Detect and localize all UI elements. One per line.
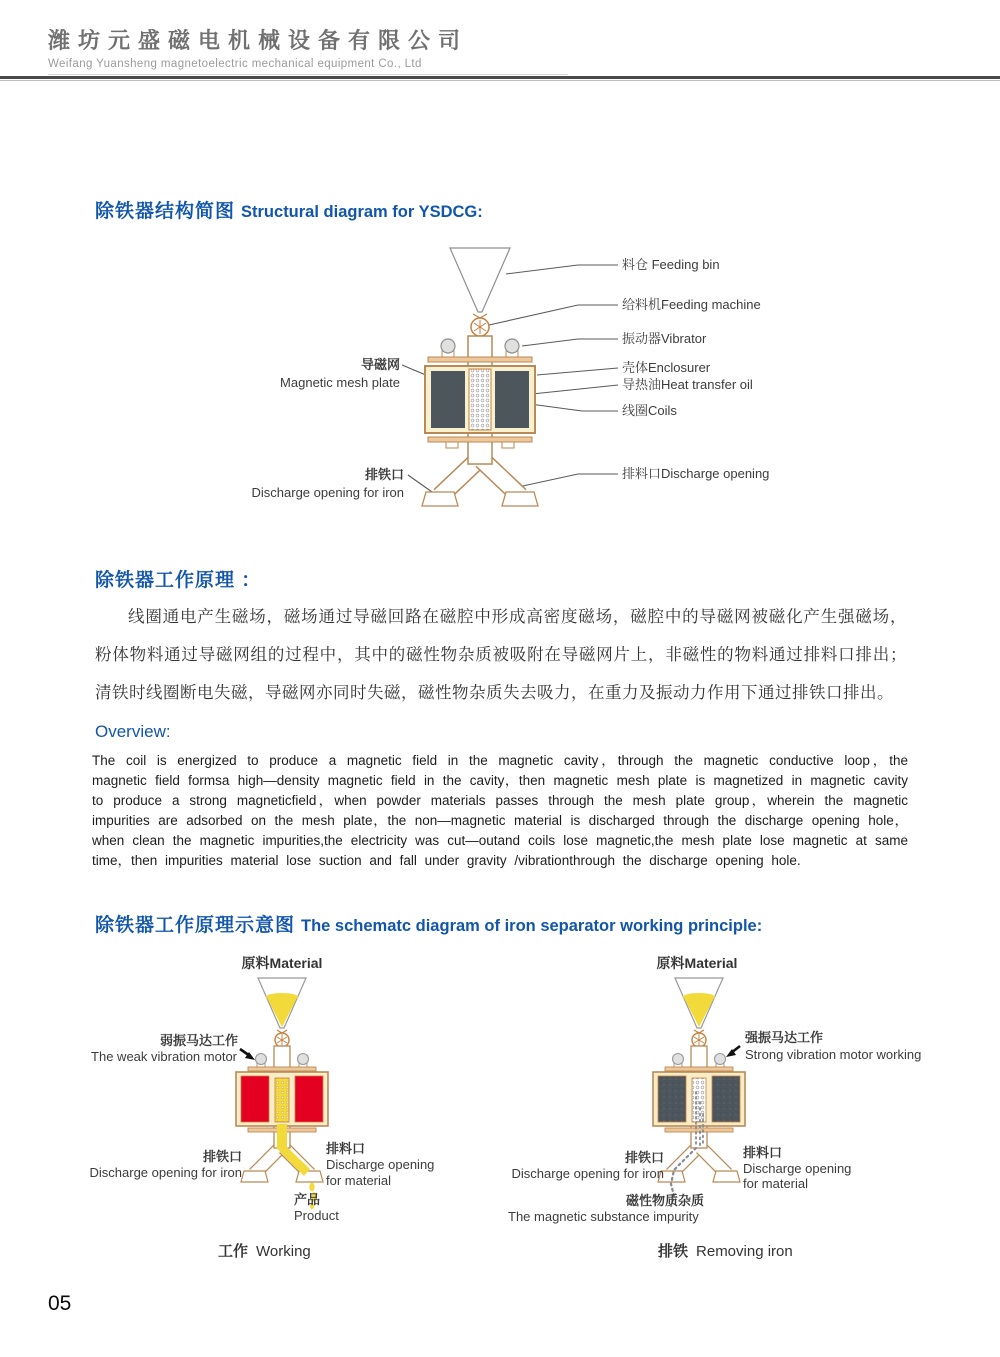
overview-title: Overview: — [95, 722, 171, 741]
label-weak-motor-cn: 弱振马达工作 — [159, 1033, 238, 1048]
label-iron-en: Discharge opening for iron — [89, 1165, 242, 1180]
label-strong-motor-cn: 强振马达工作 — [745, 1030, 824, 1045]
section3-title-en: The schematc diagram of iron separator working principle: — [301, 917, 763, 935]
vibrator-left — [441, 339, 455, 353]
label-material-opening-cn: 排料口 — [326, 1141, 366, 1156]
label-coils: 线圈Coils — [622, 403, 677, 418]
label-material-opening-en1: Discharge opening — [743, 1161, 852, 1176]
label-material-opening-en1: Discharge opening — [326, 1157, 435, 1172]
removing-iron-diagram — [500, 950, 940, 1240]
label-material: 原料Material — [241, 955, 323, 971]
coil-right-energized — [295, 1076, 323, 1122]
coil-left-energized — [241, 1076, 269, 1122]
bottom-flange — [665, 1128, 733, 1132]
section3-title-cn: 除铁器工作原理示意图 — [95, 915, 296, 936]
label-impurity-cn: 磁性物质杂质 — [626, 1193, 705, 1208]
coil-left — [431, 371, 465, 428]
vibrator-right — [505, 339, 519, 353]
magnetic-mesh-plate — [692, 1078, 706, 1122]
label-iron-cn: 排铁口 — [202, 1149, 242, 1164]
vibrator-right — [298, 1054, 309, 1065]
label-material-opening-en2: for material — [743, 1176, 809, 1191]
label-product-en: Product — [294, 1208, 339, 1223]
magnetic-mesh-plate — [275, 1078, 289, 1122]
label-vibrator: 振动器Vibrator — [622, 331, 707, 346]
page-number: 05 — [48, 1292, 72, 1315]
overview-paragraph: The coil is energized to produce a magnetic field in the magnetic cavity，through the magnetic conductive loop，the magnetic field formsa high—density magnetic field in the cavity，then magnetic mesh plate is magnetized in magnetic cavity to produce a strong magneticfield，when powder materials passes through the mesh plate group，wherein the magnetic impurities are adsorbed on the mesh plate，the non—magnetic material is discharged through the discharge opening hole，when clean the magnetic impurities,the electricity was cut—outand coils lose magnetic,the mesh plate lose magnetic at same time，then impurities material lose suction and fall under gravity /vibrationthrough the discharge opening hole. — [92, 753, 908, 868]
section3-title — [95, 910, 762, 937]
label-mesh-cn: 导磁网 — [360, 357, 400, 372]
label-feeding-bin: 料仓 Feeding bin — [622, 257, 720, 272]
page-header — [48, 24, 568, 75]
label-iron-cn: 排铁口 — [624, 1150, 664, 1165]
vibrator-right — [715, 1054, 726, 1065]
label-product-cn: 产品 — [294, 1192, 321, 1207]
pointer-arrow — [726, 1046, 740, 1057]
label-impurity-en: The magnetic substance impurity — [508, 1209, 699, 1224]
label-mesh-en: Magnetic mesh plate — [280, 375, 400, 390]
label-discharge-opening: 排料口Discharge opening — [622, 466, 770, 481]
structural-diagram — [230, 238, 790, 523]
section2-title: 除铁器工作原理 ： — [95, 570, 262, 591]
label-material: 原料Material — [656, 955, 738, 971]
label-iron-en: Discharge opening for iron — [511, 1166, 664, 1181]
label-heat-oil: 导热油Heat transfer oil — [622, 377, 753, 392]
working-principle-paragraph: 线圈通电产生磁场，磁场通过导磁回路在磁腔中形成高密度磁场，磁腔中的导磁网被磁化产生强磁场，粉体物料通过导磁网组的过程中，其中的磁性物杂质被吸附在导磁网片上，非磁性的物料通过排料口排出；清铁时线圈断电失磁，导磁网亦同时失磁，磁性物杂质失去吸力，在重力及振动力作用下通过排铁口排出。 — [95, 608, 907, 702]
section1-title — [95, 196, 483, 223]
vibrator-left — [256, 1054, 267, 1065]
vibrator-left — [673, 1054, 684, 1065]
label-strong-motor-en: Strong vibration motor working — [745, 1047, 922, 1062]
label-material-opening-cn: 排料口 — [743, 1145, 783, 1160]
label-weak-motor-en: The weak vibration motor — [91, 1049, 237, 1064]
feeding-bin-funnel — [450, 248, 510, 322]
coil-right — [495, 371, 529, 428]
label-enclosure: 壳体Enclosurer — [622, 360, 711, 375]
section1-title-cn: 除铁器结构简图 — [95, 201, 236, 222]
section1-title-en: Structural diagram for YSDCG: — [241, 203, 483, 221]
feeding-bin-funnel — [675, 978, 723, 1036]
discharge-y-tubes — [422, 460, 538, 506]
company-name-en: Weifang Yuansheng magnetoelectric mechanical equipment Co., Ltd — [48, 58, 568, 75]
feeding-machine — [275, 1033, 289, 1047]
caption-working: 工作 Working — [218, 1243, 311, 1260]
magnetic-mesh-plate — [469, 369, 491, 430]
header-divider — [0, 76, 1000, 81]
label-iron-cn: 排铁口 — [364, 467, 404, 482]
caption-removing: 排铁 Removing iron — [658, 1243, 793, 1260]
discharge-y-tubes — [658, 1148, 740, 1182]
feeding-bin-funnel — [258, 978, 306, 1036]
coil-right-off — [712, 1076, 740, 1122]
working-diagram — [80, 950, 500, 1240]
company-name-cn: 潍坊元盛磁电机械设备有限公司 — [48, 28, 469, 53]
label-feeding-machine: 给料机Feeding machine — [622, 297, 761, 312]
feeding-machine — [692, 1033, 706, 1047]
pointer-arrow — [240, 1049, 255, 1060]
coil-left-off — [658, 1076, 686, 1122]
label-material-opening-en2: for material — [326, 1173, 392, 1188]
label-iron-en: Discharge opening for iron — [251, 485, 404, 500]
